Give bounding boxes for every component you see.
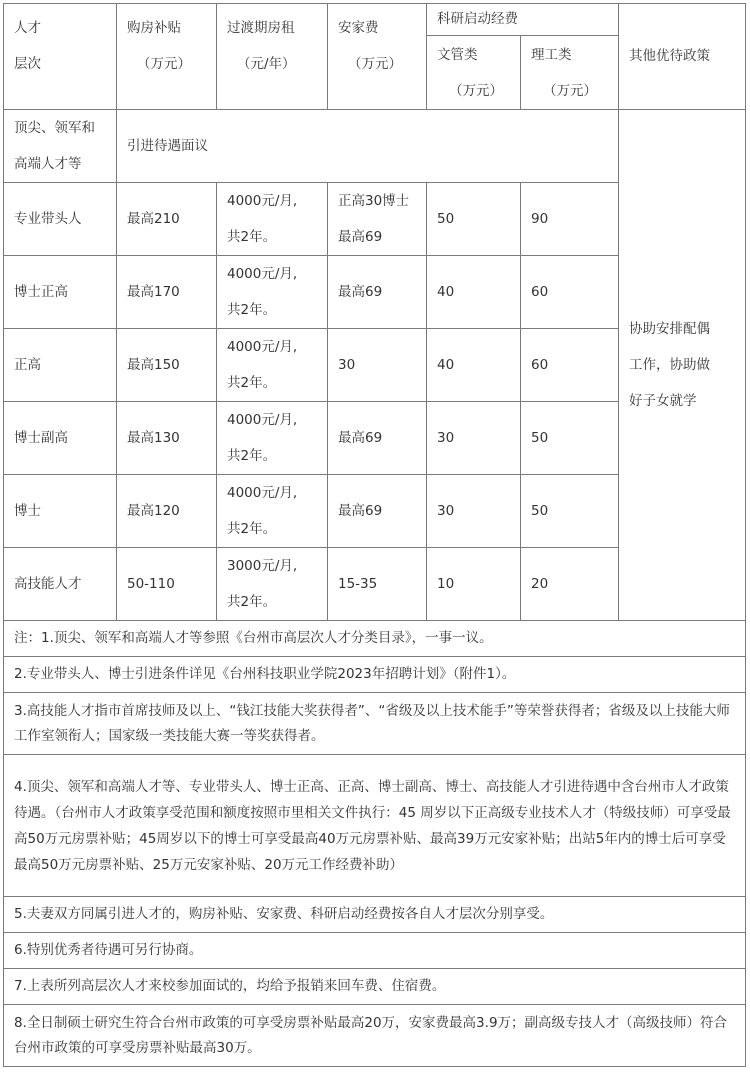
row-housing: 最高170 bbox=[117, 256, 217, 329]
row-housing: 最高150 bbox=[117, 329, 217, 402]
top-row-level-line1: 顶尖、领军和 bbox=[14, 120, 95, 136]
row-level: 博士 bbox=[4, 475, 117, 548]
note-row bbox=[4, 621, 746, 657]
header-science-line1: 理工类 bbox=[531, 46, 572, 63]
row-settle: 最高69 bbox=[328, 475, 427, 548]
row-liberal: 30 bbox=[427, 475, 521, 548]
row-science: 50 bbox=[521, 475, 619, 548]
row-science: 20 bbox=[521, 548, 619, 621]
row-level: 高技能人才 bbox=[4, 548, 117, 621]
note-6: 6.特别优秀者待遇可另行协商。 bbox=[4, 933, 746, 969]
header-rent-line2: （元/年） bbox=[237, 56, 296, 72]
other-policy-line1: 协助安排配偶 bbox=[629, 321, 710, 337]
row-level: 博士正高 bbox=[4, 256, 117, 329]
talent-policy-table bbox=[3, 3, 746, 1067]
row-liberal: 40 bbox=[427, 329, 521, 402]
row-rent-line2: 共2年。 bbox=[227, 521, 277, 537]
row-rent-line1: 4000元/月, bbox=[227, 339, 298, 355]
row-science: 60 bbox=[521, 256, 619, 329]
row-liberal: 50 bbox=[427, 183, 521, 256]
note-row bbox=[4, 933, 746, 969]
row-rent bbox=[217, 475, 328, 548]
header-settle-line1: 安家费 bbox=[338, 20, 379, 36]
row-rent-line2: 共2年。 bbox=[227, 594, 277, 610]
note-2: 2.专业带头人、博士引进条件详见《台州科技职业学院2023年招聘计划》（附件1）。 bbox=[4, 657, 746, 693]
note-row bbox=[4, 657, 746, 693]
row-settle bbox=[328, 183, 427, 256]
note-row bbox=[4, 693, 746, 755]
row-housing: 最高120 bbox=[117, 475, 217, 548]
row-rent bbox=[217, 402, 328, 475]
row-rent bbox=[217, 183, 328, 256]
row-liberal: 30 bbox=[427, 402, 521, 475]
header-housing bbox=[117, 4, 217, 110]
header-level-line1: 人才 bbox=[14, 20, 41, 36]
row-housing: 最高130 bbox=[117, 402, 217, 475]
header-liberal-line2: （万元） bbox=[449, 82, 503, 99]
row-rent-line1: 4000元/月, bbox=[227, 412, 298, 428]
header-housing-line1: 购房补贴 bbox=[127, 20, 181, 36]
other-policy-line2: 工作，协助做 bbox=[629, 357, 710, 373]
top-row-content: 引进待遇面议 bbox=[117, 110, 619, 183]
row-rent-line2: 共2年。 bbox=[227, 302, 277, 318]
row-liberal: 40 bbox=[427, 256, 521, 329]
header-science bbox=[521, 36, 619, 110]
row-science: 50 bbox=[521, 402, 619, 475]
note-row bbox=[4, 1005, 746, 1067]
row-rent-line2: 共2年。 bbox=[227, 448, 277, 464]
row-housing: 最高210 bbox=[117, 183, 217, 256]
row-settle-line2: 最高69 bbox=[338, 229, 383, 245]
row-rent bbox=[217, 256, 328, 329]
row-settle: 最高69 bbox=[328, 256, 427, 329]
row-settle: 30 bbox=[328, 329, 427, 402]
row-science: 90 bbox=[521, 183, 619, 256]
row-rent bbox=[217, 329, 328, 402]
row-housing: 50-110 bbox=[117, 548, 217, 621]
row-settle: 15-35 bbox=[328, 548, 427, 621]
row-rent-line2: 共2年。 bbox=[227, 375, 277, 391]
note-1: 注：1.顶尖、领军和高端人才等参照《台州市高层次人才分类目录》，一事一议。 bbox=[4, 621, 746, 657]
note-row bbox=[4, 969, 746, 1005]
header-liberal bbox=[427, 36, 521, 110]
row-level: 博士副高 bbox=[4, 402, 117, 475]
row-settle: 最高69 bbox=[328, 402, 427, 475]
row-rent-line1: 4000元/月, bbox=[227, 193, 298, 209]
note-row bbox=[4, 755, 746, 897]
header-other: 其他优待政策 bbox=[619, 4, 746, 110]
row-rent-line1: 4000元/月, bbox=[227, 266, 298, 282]
header-housing-line2: （万元） bbox=[137, 56, 191, 72]
row-level: 正高 bbox=[4, 329, 117, 402]
other-policy-cell bbox=[619, 110, 746, 621]
row-science: 60 bbox=[521, 329, 619, 402]
row-settle-line1: 正高30博士 bbox=[338, 193, 410, 209]
row-rent-line1: 4000元/月, bbox=[227, 485, 298, 501]
header-level-line2: 层次 bbox=[14, 56, 41, 72]
row-liberal: 10 bbox=[427, 548, 521, 621]
row-rent-line1: 3000元/月, bbox=[227, 558, 298, 574]
header-settle-line2: （万元） bbox=[348, 56, 402, 72]
other-policy-line3: 好子女就学 bbox=[629, 393, 697, 409]
header-liberal-line1: 文管类 bbox=[437, 46, 478, 63]
row-level: 专业带头人 bbox=[4, 183, 117, 256]
header-rent bbox=[217, 4, 328, 110]
header-level bbox=[4, 4, 117, 110]
note-7: 7.上表所列高层次人才来校参加面试的，均给予报销来回车费、住宿费。 bbox=[4, 969, 746, 1005]
header-research: 科研启动经费 bbox=[427, 4, 619, 36]
header-settle bbox=[328, 4, 427, 110]
note-row bbox=[4, 897, 746, 933]
note-3: 3.高技能人才指市首席技师及以上、“钱江技能大奖获得者”、“省级及以上技术能手”等荣誉获得者；省级及以上技能大师工作室领衔人；国家级一类技能大赛一等奖获得者。 bbox=[4, 693, 746, 755]
note-4: 4.顶尖、领军和高端人才等、专业带头人、博士正高、正高、博士副高、博士、高技能人才引进待遇中含台州市人才政策待遇。（台州市人才政策享受范围和额度按照市里相关文件执行：45 周岁以下正高级专业技术人才（特级技师）可享受最高50万元房票补贴；45周岁以下的博士可享受最高40万元房票补贴、最高39万元安家补贴；出站5年内的博士后可享受最高50万元房票补贴、25万元安家补贴、20万元工作经费补助） bbox=[4, 755, 746, 897]
row-rent-line2: 共2年。 bbox=[227, 229, 277, 245]
top-row-level bbox=[4, 110, 117, 183]
note-8: 8.全日制硕士研究生符合台州市政策的可享受房票补贴最高20万，安家费最高3.9万；副高级专技人才（高级技师）符合台州市政策的可享受房票补贴最高30万。 bbox=[4, 1005, 746, 1067]
row-rent bbox=[217, 548, 328, 621]
header-science-line2: （万元） bbox=[543, 82, 597, 99]
note-5: 5.夫妻双方同属引进人才的，购房补贴、安家费、科研启动经费按各自人才层次分别享受。 bbox=[4, 897, 746, 933]
top-row-level-line2: 高端人才等 bbox=[14, 156, 82, 172]
header-rent-line1: 过渡期房租 bbox=[227, 20, 295, 36]
